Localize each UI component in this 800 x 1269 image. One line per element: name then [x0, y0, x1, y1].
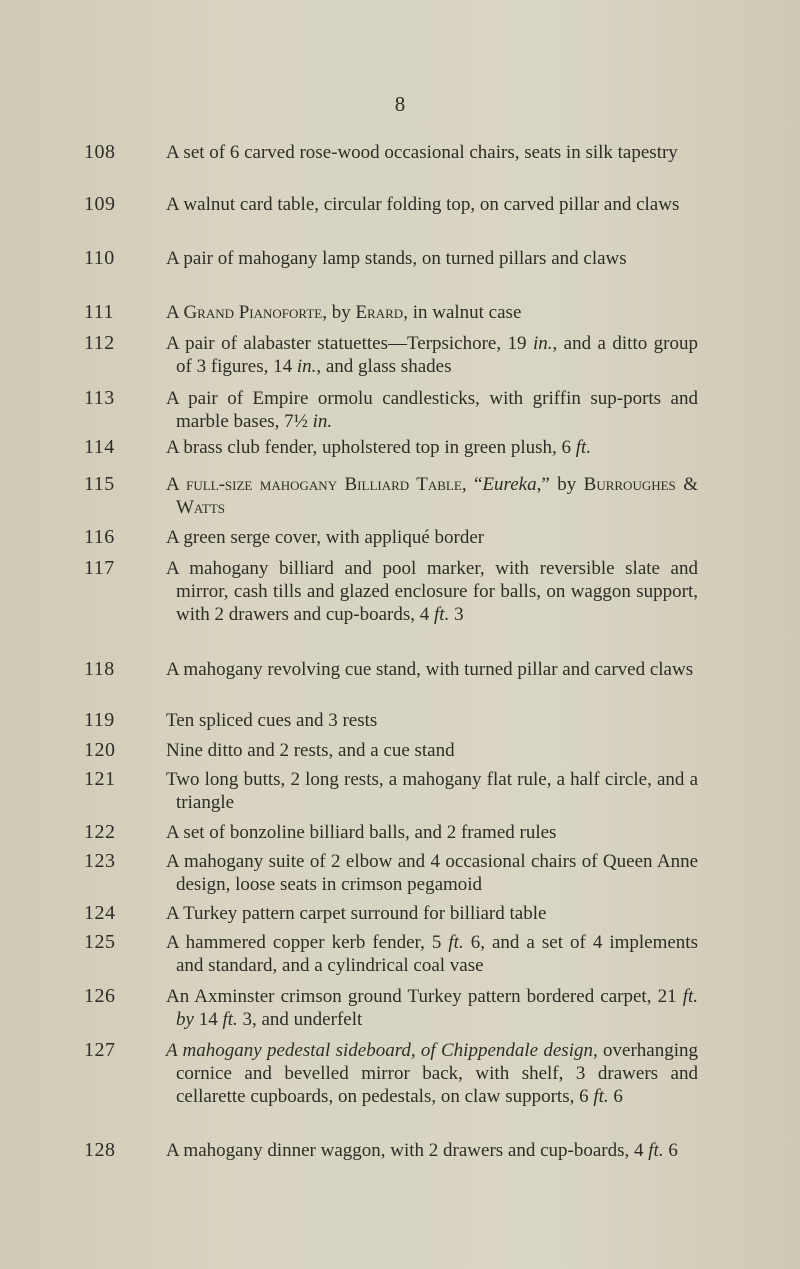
- description-text: A set of 6 carved rose-wood occasional chairs, seats in silk tapestry: [166, 142, 678, 163]
- description-text: Grand Pianoforte: [183, 302, 323, 323]
- lot-description: [166, 557, 698, 626]
- lot-description: [166, 739, 698, 762]
- description-text: ft.: [575, 437, 592, 458]
- description-text: A mahogany suite of 2 elbow and 4 occasional chairs of Queen Anne design, loose seats in crimson pegamoid: [166, 851, 698, 895]
- lot-description: [166, 193, 698, 216]
- description-text: ft.: [222, 1009, 238, 1030]
- description-text: ft. by: [176, 986, 698, 1030]
- lot-description: [166, 301, 698, 324]
- lot-description: [166, 473, 698, 519]
- lot-description: [166, 1139, 698, 1162]
- description-text: ft.: [593, 1086, 609, 1107]
- lot-description: [166, 850, 698, 896]
- lot-description: [166, 247, 698, 270]
- description-text: 6: [663, 1140, 678, 1161]
- description-text: Nine ditto and 2 rests, and a cue stand: [166, 740, 455, 761]
- description-text: , in walnut case: [403, 302, 522, 323]
- lot-number: 122: [84, 821, 116, 843]
- lot-description: [166, 768, 698, 814]
- description-text: A mahogany revolving cue stand, with turned pillar and carved claws: [166, 659, 694, 680]
- lot-number: 125: [84, 931, 116, 953]
- lot-number: 121: [84, 768, 116, 790]
- lot-number: 126: [84, 985, 116, 1007]
- description-text: A mahogany billiard and pool marker, with reversible slate and mirror, cash tills and glazed enclosure for balls, on waggon support, with 2 drawers and cup-boards, 4: [166, 558, 698, 625]
- lot-number: 123: [84, 850, 116, 872]
- description-text: A pair of Empire ormolu candlesticks, with griffin sup-ports and marble bases, 7½: [166, 388, 698, 432]
- description-text: A walnut card table, circular folding top, on carved pillar and claws: [166, 194, 680, 215]
- description-text: Two long butts, 2 long rests, a mahogany flat rule, a half circle, and a triangle: [166, 769, 698, 813]
- description-text: A pair of alabaster statuettes—Terpsichore, 19: [166, 333, 533, 354]
- lot-number: 118: [84, 658, 115, 680]
- description-text: , by: [322, 302, 356, 323]
- lot-description: [166, 1039, 698, 1108]
- lot-description: [166, 526, 698, 549]
- lot-description: [166, 902, 698, 925]
- lot-number: 128: [84, 1139, 116, 1161]
- description-text: , and a ditto group of 3 figures, 14: [176, 333, 698, 377]
- description-text: A mahogany dinner waggon, with 2 drawers and cup-boards, 4: [166, 1140, 649, 1161]
- lot-number: 124: [84, 902, 116, 924]
- description-text: A Turkey pattern carpet surround for billiard table: [166, 903, 547, 924]
- lot-number: 112: [84, 332, 115, 354]
- description-text: 6, and a set of 4 implements and standard, and a cylindrical coal vase: [176, 932, 698, 976]
- description-text: Ten spliced cues and 3 rests: [166, 710, 378, 731]
- lot-description: [166, 709, 698, 732]
- lot-description: [166, 931, 698, 977]
- lot-description: [166, 821, 698, 844]
- lot-description: [166, 436, 698, 459]
- lot-description: [166, 985, 698, 1031]
- lot-number: 111: [84, 301, 115, 323]
- description-text: in.: [532, 333, 553, 354]
- description-text: An Axminster crimson ground Turkey pattern bordered carpet, 21: [166, 986, 683, 1007]
- description-text: A brass club fender, upholstered top in green plush, 6: [166, 437, 576, 458]
- description-text: in.: [312, 411, 333, 432]
- description-text: 6: [608, 1086, 623, 1107]
- description-text: Burroughes & Watts: [176, 474, 698, 518]
- description-text: ft.: [434, 604, 450, 625]
- description-text: ” by: [541, 474, 584, 495]
- lot-description: [166, 332, 698, 378]
- description-text: A full-size mahogany Billiard Table: [166, 474, 462, 495]
- description-text: Eureka,: [482, 474, 542, 495]
- description-text: A mahogany pedestal sideboard, of Chippendale design,: [166, 1040, 598, 1061]
- description-text: A green serge cover, with appliqué border: [166, 527, 485, 548]
- description-text: A: [166, 302, 184, 323]
- description-text: in.: [296, 356, 317, 377]
- lot-number: 110: [84, 247, 115, 269]
- description-text: , and glass shades: [316, 356, 452, 377]
- description-text: , “: [461, 474, 483, 495]
- description-text: 3, and underfelt: [237, 1009, 363, 1030]
- lot-number: 117: [84, 557, 115, 579]
- description-text: ft.: [448, 932, 464, 953]
- lot-number: 113: [84, 387, 115, 409]
- lot-number: 120: [84, 739, 116, 761]
- lot-number: 109: [84, 193, 116, 215]
- lot-number: 115: [84, 473, 115, 495]
- description-text: A pair of mahogany lamp stands, on turned pillars and claws: [166, 248, 627, 269]
- description-text: overhanging cornice and bevelled mirror back, with shelf, 3 drawers and cellarette cupboards, on pedestals, on claw supports, 6: [176, 1040, 698, 1107]
- description-text: 3: [449, 604, 464, 625]
- lot-description: [166, 387, 698, 433]
- lot-number: 108: [84, 141, 116, 163]
- description-text: 14: [193, 1009, 223, 1030]
- page-number: 8: [394, 92, 406, 116]
- description-text: A hammered copper kerb fender, 5: [166, 932, 449, 953]
- lot-number: 119: [84, 709, 115, 731]
- description-text: Erard: [355, 302, 404, 323]
- lot-description: [166, 141, 698, 164]
- description-text: A set of bonzoline billiard balls, and 2 framed rules: [166, 822, 557, 843]
- description-text: ft.: [648, 1140, 664, 1161]
- lot-number: 114: [84, 436, 115, 458]
- lot-number: 127: [84, 1039, 116, 1061]
- lot-number: 116: [84, 526, 115, 548]
- lot-description: [166, 658, 698, 681]
